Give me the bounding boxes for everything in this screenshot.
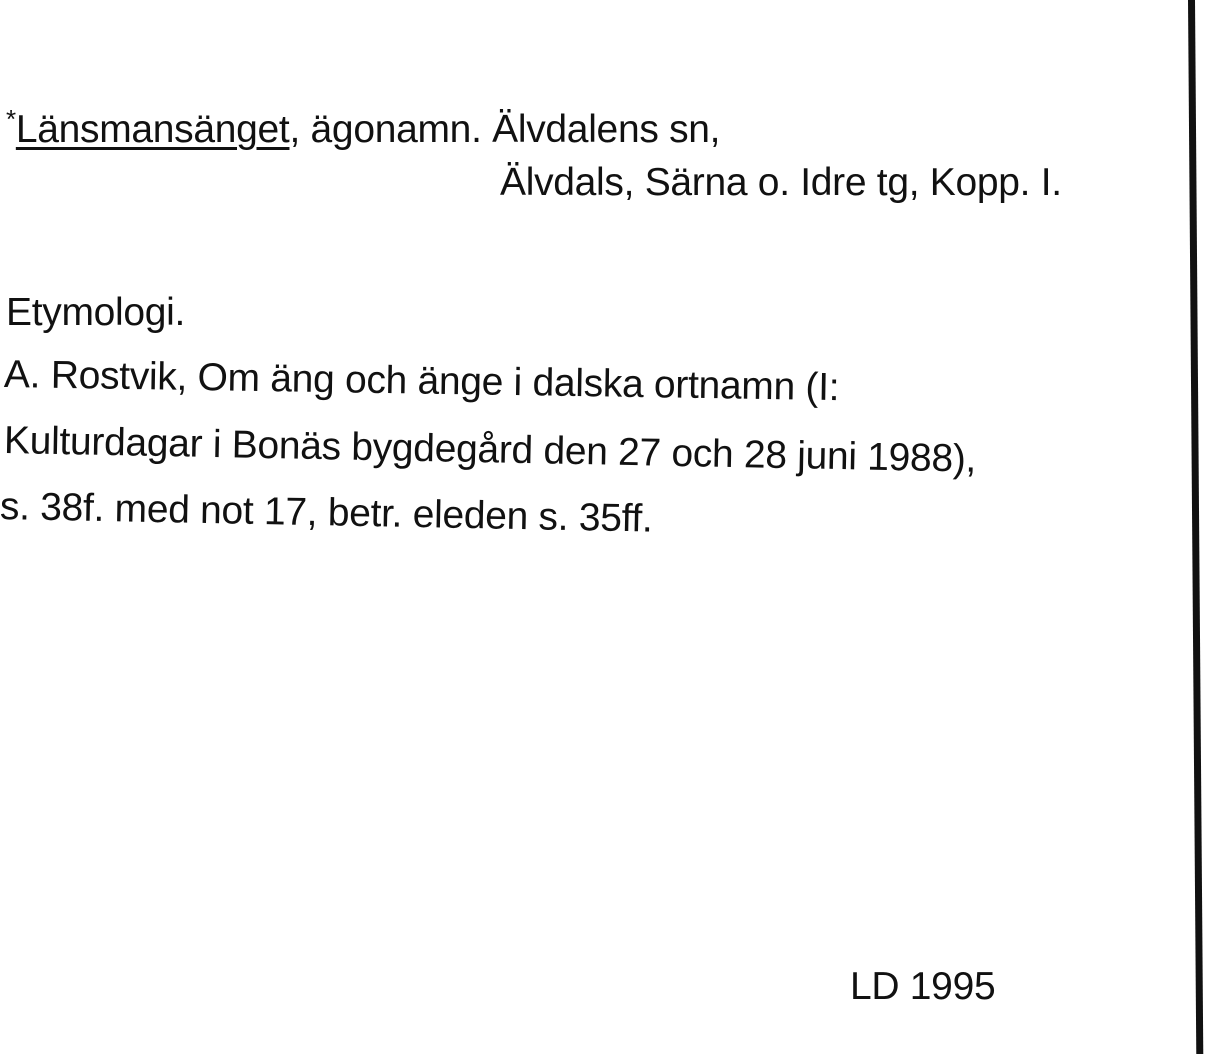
reference-line-3: s. 38f. med not 17, betr. eleden s. 35ff. xyxy=(0,485,653,541)
headword: Länsmansänget xyxy=(15,108,290,151)
signature: LD 1995 xyxy=(850,965,996,1008)
reference-line-2: Kulturdagar i Bonäs bygdegård den 27 och 28 juni 1988), xyxy=(3,419,977,481)
card-edge-line xyxy=(1188,0,1203,1054)
reference-line-1: A. Rostvik, Om äng och änge i dalska ortnamn (I: xyxy=(3,353,840,410)
section-heading: Etymologi. xyxy=(6,291,186,334)
location-line: Älvdals, Särna o. Idre tg, Kopp. I. xyxy=(500,161,1062,204)
headword-description: , ägonamn. Älvdalens sn, xyxy=(289,108,721,151)
asterisk-mark: * xyxy=(6,104,16,134)
headword-line xyxy=(6,96,720,153)
